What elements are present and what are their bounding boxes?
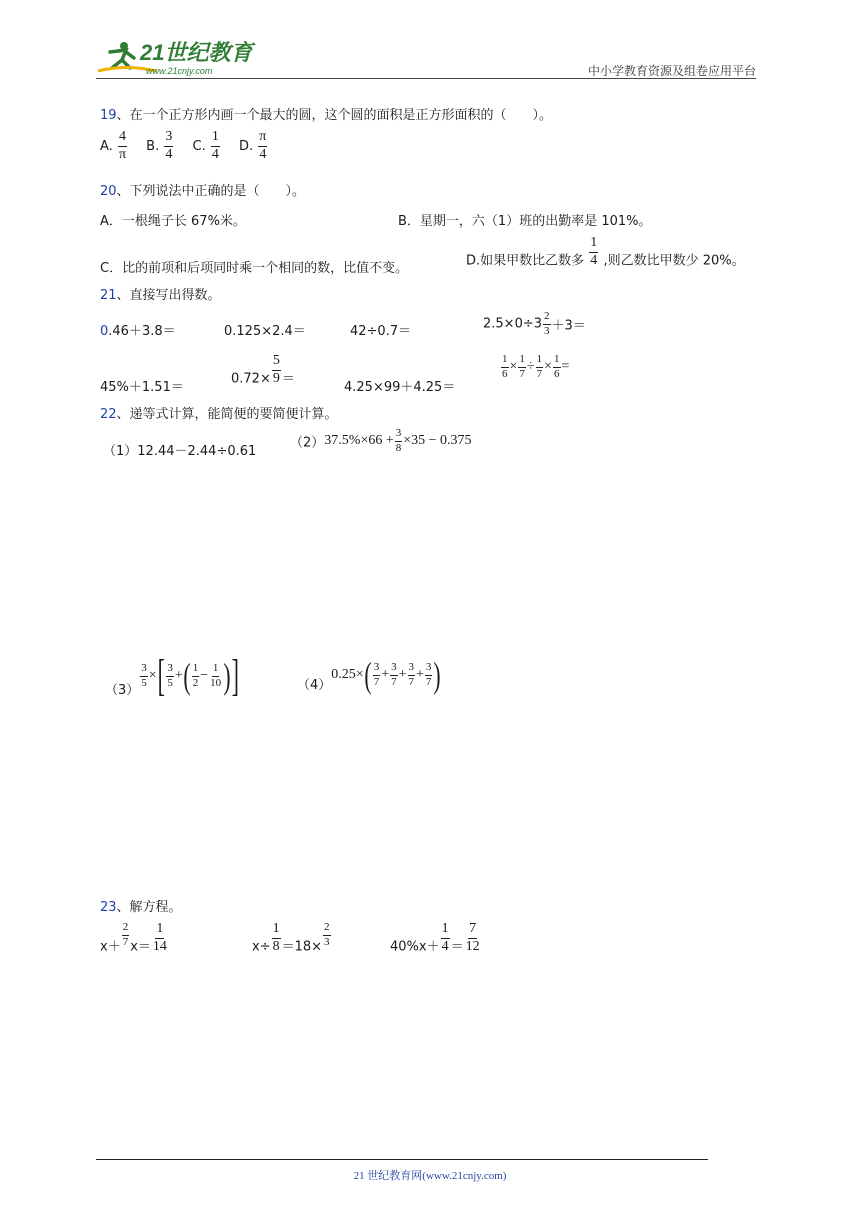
fraction: $\frac{1}{6}$ (554, 353, 560, 380)
fraction: $\frac{\pi}{4}$ (259, 129, 267, 162)
svg-text:www.21cnjy.com: www.21cnjy.com (146, 66, 213, 76)
option-c: C．比的前项和后项同时乘一个相同的数，比值不变。 (100, 261, 409, 276)
footer-site-link[interactable]: 21 世纪教育网(www.21cnjy.com) (353, 1170, 507, 1182)
fraction: $\frac{3}{7}$ (408, 660, 414, 688)
fraction: $\frac{2}{3}$ (324, 921, 330, 948)
question-text: 、下列说法中正确的是（ ）。 (116, 184, 306, 199)
fraction: $\frac{1}{7}$ (536, 353, 543, 380)
fraction: $\frac{1}{7}$ (519, 353, 525, 380)
fraction: $\frac{3}{5}$ (167, 661, 173, 689)
calc-1: 0.46＋3.8＝ (100, 324, 176, 339)
question-number: 21 (100, 288, 117, 303)
fraction: $\frac{2}{3}$ (544, 310, 550, 337)
calc-part-3: （3） $\frac{3}{5}$ ×[ $\frac{3}{5}$ +( $\frac{1}{2}$ − $\frac{1}{10}$ )] (105, 651, 240, 700)
fraction: $\frac{5}{9}$ (272, 353, 280, 386)
fraction: $\frac{1}{6}$ (502, 353, 508, 380)
equation-3: 40%x＋ $\frac{1}{4}$ ＝ $\frac{7}{12}$ (390, 921, 480, 955)
question-number: 22 (100, 407, 117, 422)
option-a: A. $\frac{4}{\pi}$ (100, 129, 127, 162)
calc-5: 45%＋1.51＝ (100, 380, 184, 395)
calc-7: 4.25×99＋4.25＝ (344, 380, 456, 395)
fraction: $\frac{1}{4}$ (590, 235, 598, 268)
question-20-stem (100, 180, 305, 199)
option-b: B．星期一，六（1）班的出勤率是 101%。 (398, 214, 652, 229)
svg-text:21世纪教育: 21世纪教育 (140, 40, 253, 65)
equation-1: x＋ $\frac{2}{7}$ x＝ $\frac{1}{14}$ (100, 921, 167, 955)
option-d: D. $\frac{\pi}{4}$ (239, 129, 267, 162)
calc-part-1: （1）12.44－2.44÷0.61 (103, 444, 257, 459)
fraction: $\frac{1}{4}$ (441, 921, 449, 954)
fraction: $\frac{7}{12}$ (465, 921, 480, 954)
fraction: $\frac{1}{8}$ (272, 921, 280, 954)
fraction: $\frac{3}{4}$ (165, 129, 173, 162)
fraction: $\frac{1}{4}$ (211, 129, 219, 162)
question-number: 20 (100, 184, 117, 199)
footer-divider (96, 1159, 708, 1160)
question-number: 23 (100, 900, 117, 915)
option-d: D.如果甲数比乙数多 $\frac{1}{4}$ ,则乙数比甲数少 20%。 (466, 235, 745, 269)
fraction: $\frac{1}{10}$ (210, 661, 222, 689)
question-22-stem (100, 403, 338, 422)
header-platform-name: 中小学教育资源及组卷应用平台 (587, 64, 756, 78)
question-19-options (100, 130, 268, 162)
fraction: $\frac{3}{7}$ (373, 660, 380, 688)
question-text: 、在一个正方形内画一个最大的圆，这个圆的面积是正方形面积的（ ）。 (116, 108, 553, 123)
option-a: A．一根绳子长 67%米。 (100, 214, 246, 229)
equation-2: x÷ $\frac{1}{8}$ ＝18× $\frac{2}{3}$ (252, 921, 330, 955)
calc-part-4: （4）0.25×( $\frac{3}{7}$ + $\frac{3}{7}$ + $\frac{3}{7}$ + $\frac{3}{7}$ ) (297, 655, 442, 695)
fraction: $\frac{3}{5}$ (141, 661, 147, 689)
question-23-stem (100, 896, 182, 915)
fraction: $\frac{3}{7}$ (425, 660, 432, 688)
question-text: 、解方程。 (116, 900, 182, 915)
fraction: $\frac{2}{7}$ (122, 921, 129, 948)
question-text: 、递等式计算，能简便的要简便计算。 (116, 407, 338, 422)
calc-3: 42÷0.7＝ (350, 324, 412, 339)
calc-2: 0.125×2.4＝ (224, 324, 306, 339)
fraction: $\frac{4}{\pi}$ (118, 129, 127, 162)
calc-6: 0.72× $\frac{5}{9}$ ＝ (231, 353, 295, 387)
question-text: 、直接写出得数。 (116, 288, 221, 303)
fraction: $\frac{1}{2}$ (192, 661, 199, 689)
question-19-stem (100, 104, 552, 123)
header-divider (96, 78, 756, 79)
question-21-stem (100, 284, 221, 303)
calc-4: 2.5×0÷3 $\frac{2}{3}$ ＋3＝ (483, 310, 586, 337)
option-b: B. $\frac{3}{4}$ (146, 129, 173, 162)
fraction: $\frac{3}{8}$ (395, 427, 402, 454)
calc-part-2: （2）37.5%×66 + $\frac{3}{8}$ ×35 − 0.375 (290, 427, 472, 454)
runner-logo-icon (96, 38, 266, 78)
calc-8: $\frac{1}{6}$ × $\frac{1}{7}$ ÷ $\frac{1}{7}$ × $\frac{1}{6}$ = (502, 353, 570, 380)
option-c: C. $\frac{1}{4}$ (192, 129, 219, 162)
question-number: 19 (100, 108, 117, 123)
fraction: $\frac{3}{7}$ (391, 660, 397, 688)
fraction: $\frac{1}{14}$ (152, 921, 167, 954)
site-logo (96, 38, 266, 78)
